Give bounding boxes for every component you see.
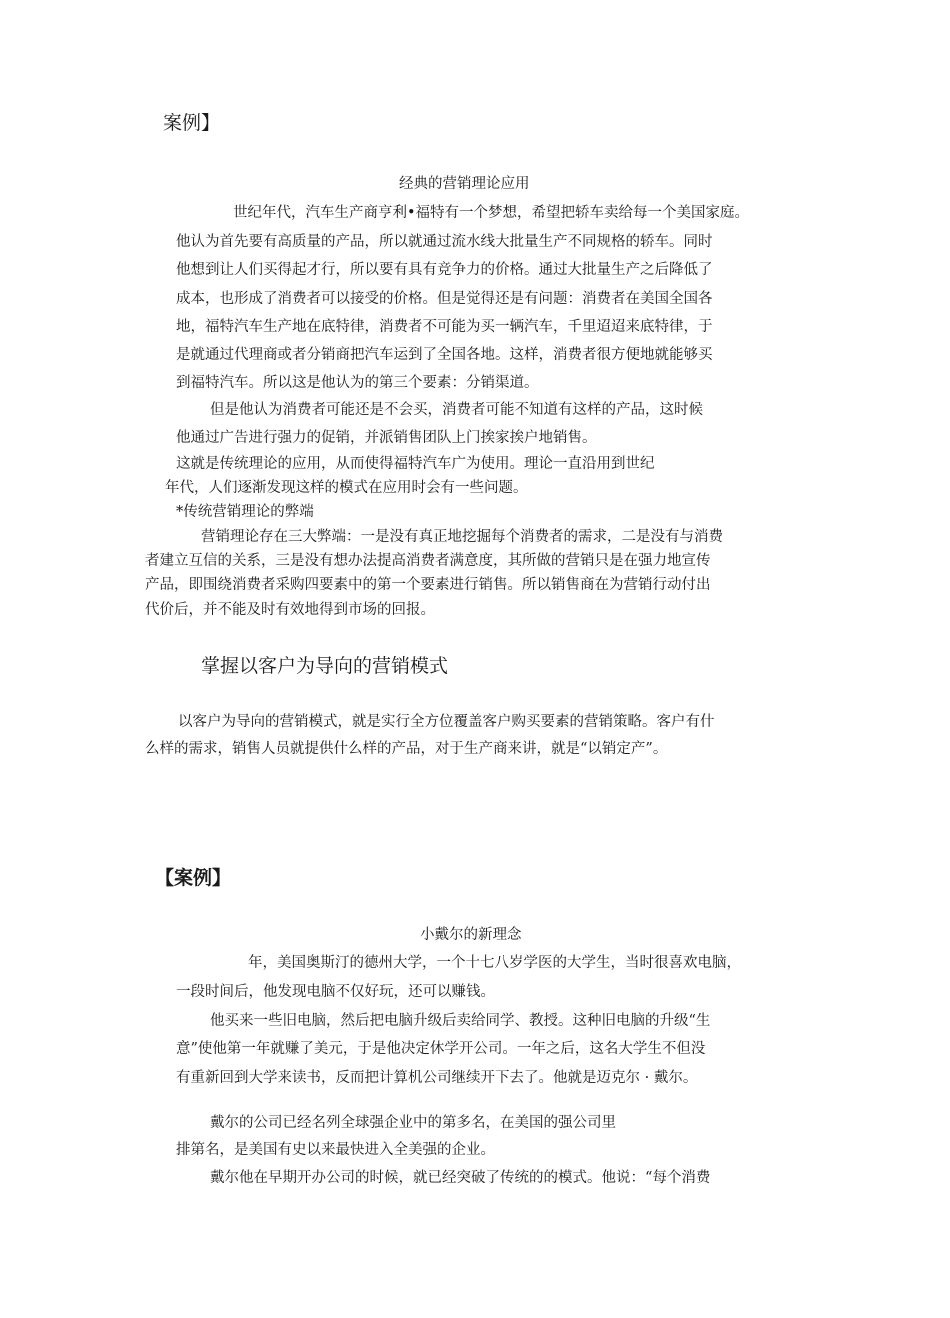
- paragraph-line: 成本，也形成了消费者可以接受的价格。但是觉得还是有问题：消费者在美国全国各: [176, 291, 713, 307]
- paragraph-line: 戴尔他在早期开办公司的时候，就已经突破了传统的的模式。他说：“每个消费: [210, 1170, 711, 1186]
- paragraph-line: 代价后，并不能及时有效地得到市场的回报。: [145, 602, 435, 618]
- subsection-heading: *传统营销理论的弊端: [176, 504, 314, 520]
- paragraph-line: 这就是传统理论的应用，从而使得福特汽车广为使用。理论一直沿用到世纪: [176, 456, 655, 472]
- paragraph-line: 是就通过代理商或者分销商把汽车运到了全国各地。这样，消费者很方便地就能够买: [176, 347, 713, 363]
- paragraph-line: 营销理论存在三大弊端：一是没有真正地挖掘每个消费者的需求，二是没有与消费: [201, 529, 723, 545]
- paragraph-line: 以客户为导向的营销模式，就是实行全方位覆盖客户购买要素的营销策略。客户有什: [178, 714, 715, 730]
- paragraph-line: 年代，人们逐渐发现这样的模式在应用时会有一些问题。: [165, 480, 528, 496]
- paragraph-line: 但是他认为消费者可能还是不会买，消费者可能不知道有这样的产品，这时候: [210, 402, 703, 418]
- paragraph-line: 有重新回到大学来读书，反而把计算机公司继续开下去了。他就是迈克尔 · 戴尔。: [176, 1070, 698, 1086]
- paragraph-line: 他通过广告进行强力的促销，并派销售团队上门挨家挨户地销售。: [176, 430, 597, 446]
- case-title-2: 小戴尔的新理念: [420, 927, 522, 943]
- paragraph-line: 意”使他第一年就赚了美元，于是他决定休学开公司。一年之后，这名大学生不但没: [176, 1041, 706, 1057]
- paragraph-line: 他想到让人们买得起才行，所以要有具有竞争力的价格。通过大批量生产之后降低了: [176, 262, 713, 278]
- paragraph-line: 产品，即围绕消费者采购四要素中的第一个要素进行销售。所以销售商在为营销行动付出: [145, 577, 711, 593]
- paragraph-line: 么样的需求，销售人员就提供什么样的产品，对于生产商来讲，就是“以销定产”。: [145, 741, 668, 757]
- paragraph-line: 一段时间后，他发现电脑不仅好玩，还可以赚钱。: [176, 984, 495, 1000]
- case-heading-2: 【案例】: [155, 867, 232, 889]
- paragraph-line: 者建立互信的关系，三是没有想办法提高消费者满意度，其所做的营销只是在强力地宣传: [145, 553, 711, 569]
- section-heading: 掌握以客户为导向的营销模式: [201, 655, 449, 677]
- paragraph-line: 年，美国奥斯汀的德州大学，一个十七八岁学医的大学生，当时很喜欢电脑，: [248, 955, 741, 971]
- paragraph-line: 排第名，是美国有史以来最快进入全美强的企业。: [176, 1142, 495, 1158]
- paragraph-line: 戴尔的公司已经名列全球强企业中的第多名，在美国的强公司里: [210, 1115, 616, 1131]
- case-heading-1: 案例】: [163, 112, 221, 134]
- paragraph-line: 地，福特汽车生产地在底特律，消费者不可能为买一辆汽车，千里迢迢来底特律，于: [176, 319, 713, 335]
- paragraph-line: 他买来一些旧电脑，然后把电脑升级后卖给同学、教授。这种旧电脑的升级“生: [210, 1013, 711, 1029]
- paragraph-line: 他认为首先要有高质量的产品，所以就通过流水线大批量生产不同规格的轿车。同时: [176, 234, 713, 250]
- paragraph-line: 世纪年代，汽车生产商亨利•福特有一个梦想，希望把轿车卖给每一个美国家庭。: [233, 205, 750, 221]
- paragraph-line: 到福特汽车。所以这是他认为的第三个要素：分销渠道。: [176, 375, 539, 391]
- case-title-1: 经典的营销理论应用: [399, 176, 530, 192]
